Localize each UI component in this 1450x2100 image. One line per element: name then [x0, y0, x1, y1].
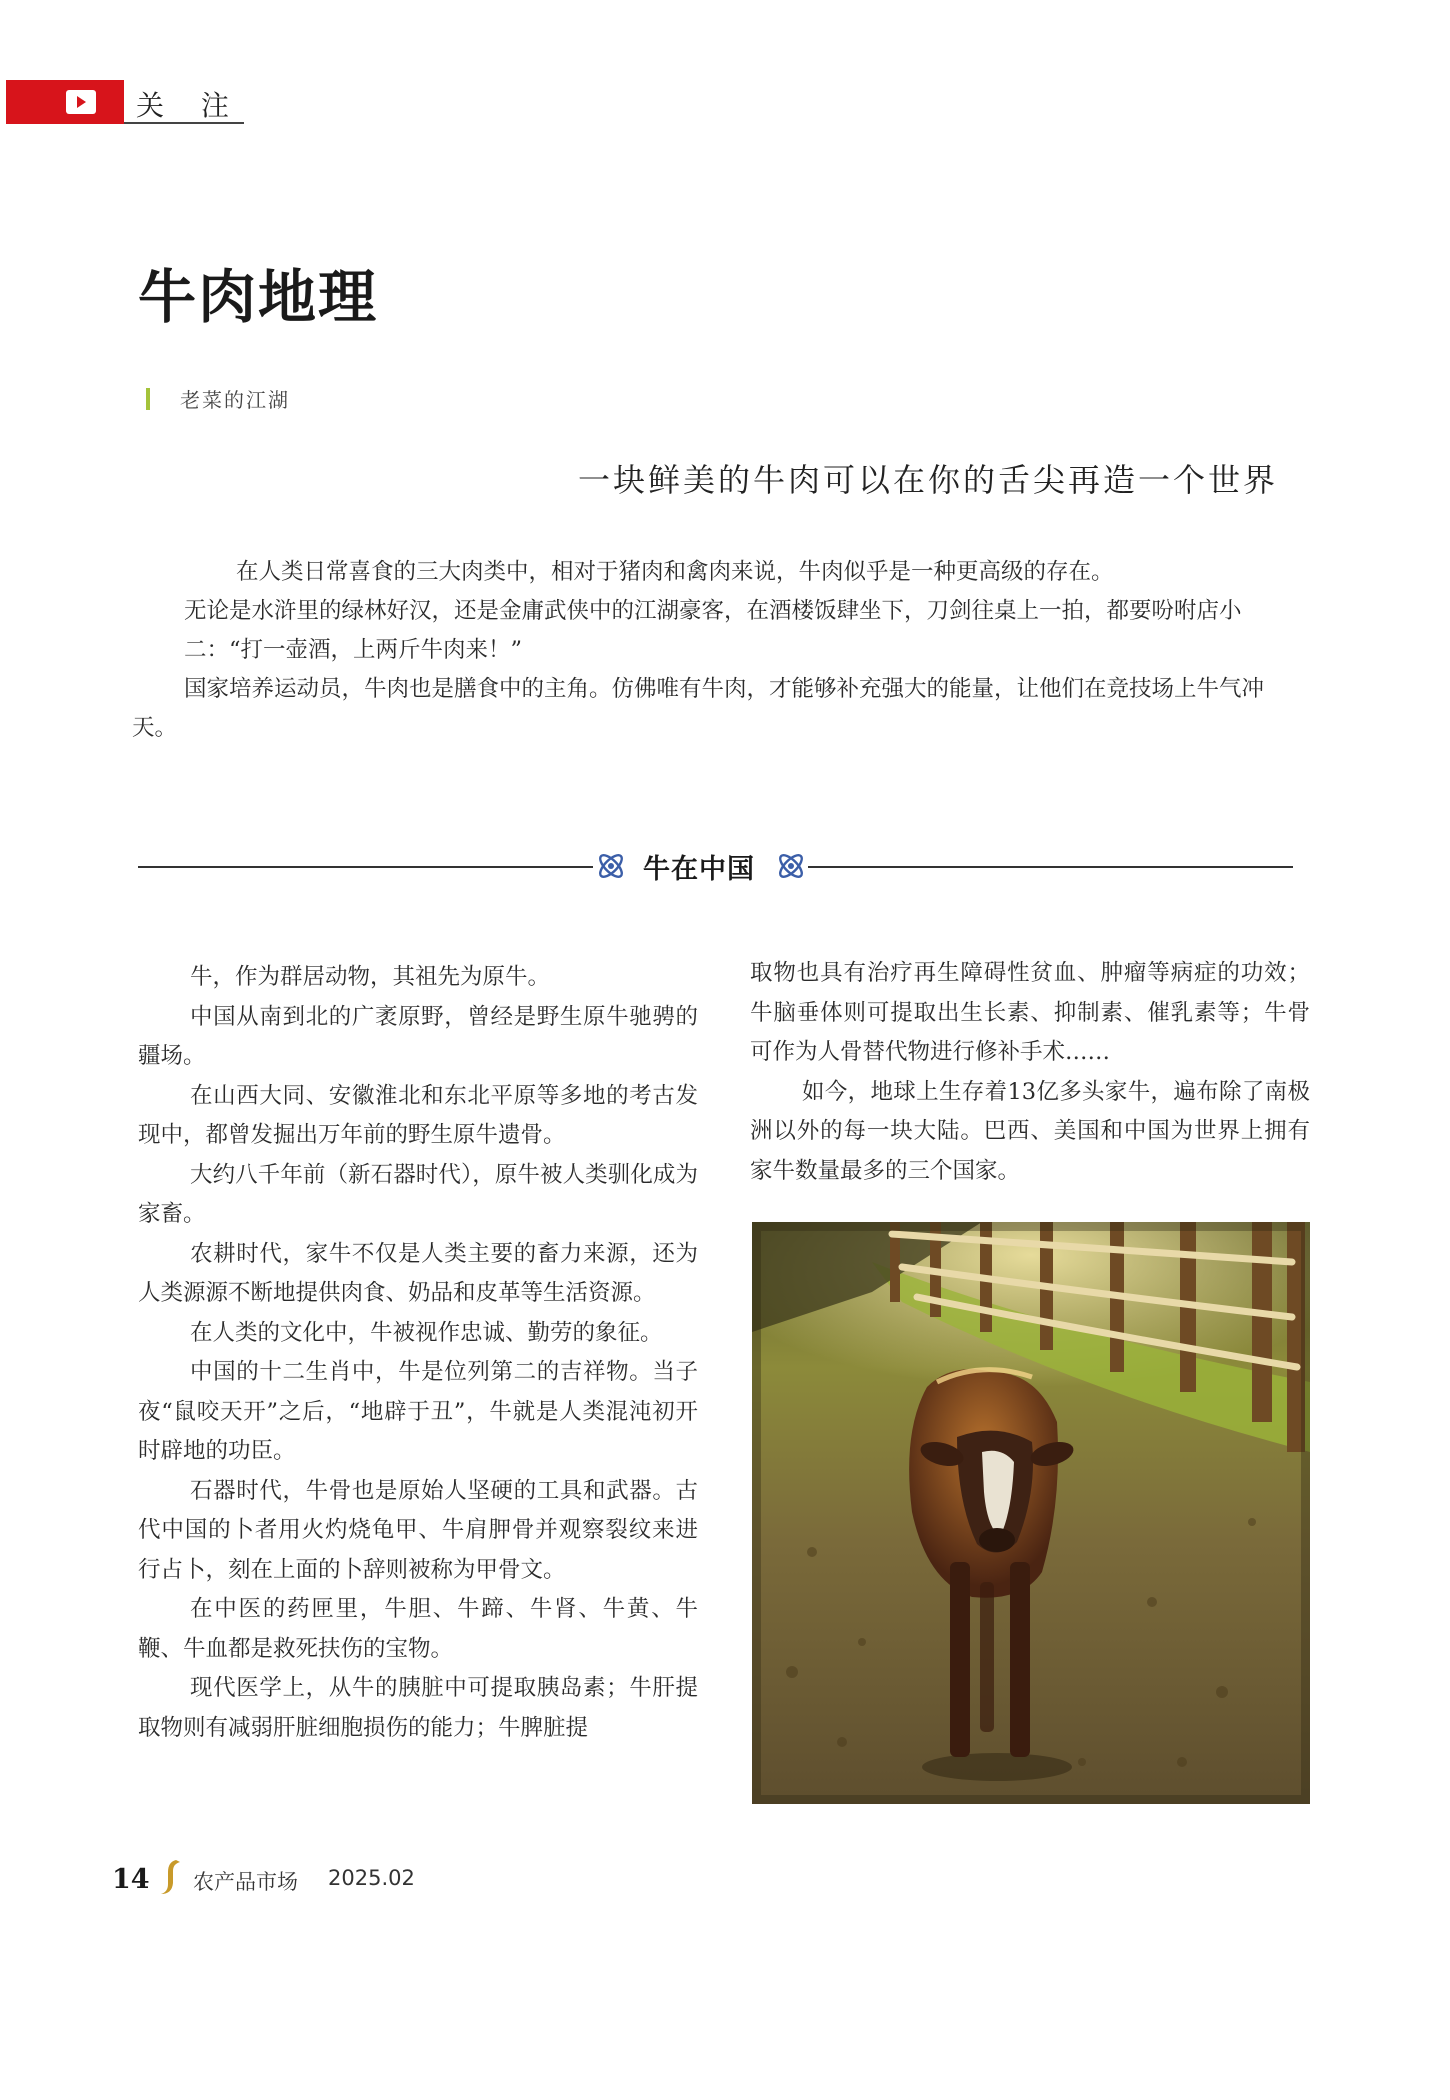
intro-paragraph: 无论是水浒里的绿林好汉，还是金庸武侠中的江湖豪客，在酒楼饭肆坐下，刀剑往桌上一拍，都要吩咐店小二：“打一壶酒，上两斤牛肉来！”: [184, 598, 1242, 663]
author-name: 老菜的江湖: [180, 388, 290, 412]
body-paragraph: 大约八千年前（新石器时代），原牛被人类驯化成为家畜。: [138, 1161, 698, 1227]
section-rule-left: [138, 866, 593, 868]
body-paragraph-continued: 取物也具有治疗再生障碍性贫血、肿瘤等病症的功效；牛脑垂体则可提取出生长素、抑制素、催乳素等；牛骨可作为人骨替代物进行修补手术……: [750, 960, 1310, 1065]
body-paragraph: 如今，地球上生存着13亿多头家牛，遍布除了南极洲以外的每一块大陆。巴西、美国和中国为世界上拥有家牛数量最多的三个国家。: [750, 1078, 1310, 1184]
section-tab-red-block: [6, 80, 124, 124]
magazine-name: 农产品市场: [193, 1870, 298, 1894]
calf-photo: [752, 1222, 1310, 1804]
article-title: 牛肉地理: [138, 263, 379, 331]
body-paragraph: 在人类的文化中，牛被视作忠诚、勤劳的象征。: [190, 1319, 663, 1346]
body-paragraph: 现代医学上，从牛的胰脏中可提取胰岛素；牛肝提取物则有减弱肝脏细胞损伤的能力；牛脾脏提: [138, 1675, 698, 1741]
section-title: 牛在中国: [643, 854, 755, 885]
body-paragraph: 牛，作为群居动物，其祖先为原牛。: [190, 964, 551, 990]
body-paragraph: 中国从南到北的广袤原野，曾经是野生原牛驰骋的疆场。: [138, 1003, 698, 1069]
intro-paragraph: 在人类日常喜食的三大肉类中，相对于猪肉和禽肉来说，牛肉似乎是一种更高级的存在。: [236, 559, 1114, 585]
magazine-logo-icon: [158, 1858, 182, 1896]
left-column: [138, 958, 698, 1748]
body-paragraph: 中国的十二生肖中，牛是位列第二的吉祥物。当子夜“鼠咬天开”之后，“地辟于丑”，牛就是人类混沌初开时辟地的功臣。: [138, 1359, 698, 1464]
page-number: 14: [112, 1864, 150, 1895]
body-paragraph: 在山西大同、安徽淮北和东北平原等多地的考古发现中，都曾发掘出万年前的野生原牛遗骨。: [138, 1082, 698, 1148]
ornament-icon: [594, 849, 628, 883]
section-rule-right: [808, 866, 1293, 868]
section-tab: [6, 80, 243, 124]
right-column: [750, 954, 1310, 1191]
play-icon: [66, 90, 96, 114]
author-marker: [146, 388, 150, 410]
section-tab-underline: [124, 122, 244, 124]
section-heading: [138, 845, 1293, 889]
intro-text: [132, 553, 1284, 748]
issue-date: 2025.02: [328, 1866, 415, 1890]
ornament-icon: [774, 849, 808, 883]
intro-paragraph: 国家培养运动员，牛肉也是膳食中的主角。仿佛唯有牛肉，才能够补充强大的能量，让他们在竞技场上牛气冲天。: [132, 676, 1265, 741]
article-subtitle: 一块鲜美的牛肉可以在你的舌尖再造一个世界: [578, 461, 1279, 499]
body-paragraph: 在中医的药匣里，牛胆、牛蹄、牛肾、牛黄、牛鞭、牛血都是救死扶伤的宝物。: [138, 1596, 698, 1662]
section-label: 关 注: [136, 89, 243, 122]
body-paragraph: 石器时代，牛骨也是原始人坚硬的工具和武器。古代中国的卜者用火灼烧龟甲、牛肩胛骨并观察裂纹来进行占卜，刻在上面的卜辞则被称为甲骨文。: [138, 1477, 698, 1583]
body-paragraph: 农耕时代，家牛不仅是人类主要的畜力来源，还为人类源源不断地提供肉食、奶品和皮革等生活资源。: [138, 1240, 698, 1306]
